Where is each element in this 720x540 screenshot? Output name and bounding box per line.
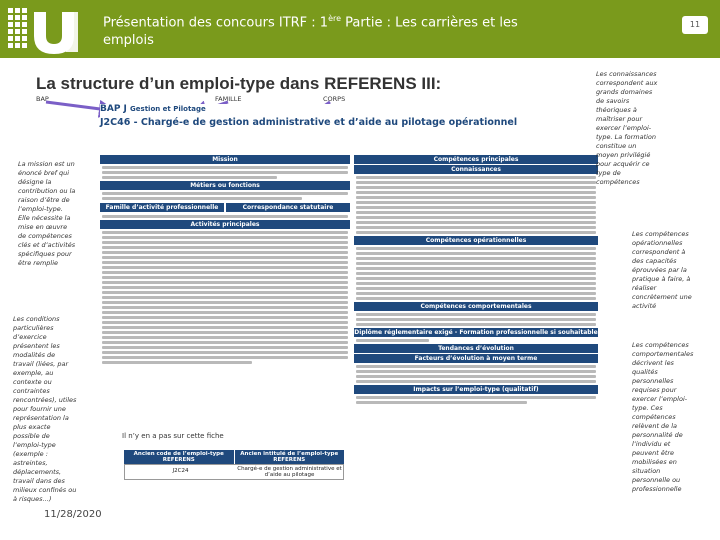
old-title-header: Ancien intitulé de l’emploi-type REFERENS [235,450,345,464]
section-diplome: Diplôme réglementaire exigé - Formation professionnelle si souhaitable [354,329,598,336]
right-column [354,154,598,406]
section-facteurs: Facteurs d’évolution à moyen terme [354,354,598,363]
section-competences-principales: Compétences principales [354,155,598,164]
doc-bap-label: Gestion et Pilotage [130,105,206,113]
old-code-header: Ancien code de l’emploi-type REFERENS [124,450,234,464]
annotation-connaissances: Les connaissances correspondent aux grands domaines de savoirs théoriques à maîtriser pour exercer l’emploi-type. La formation constitue un moyen privilégié pour acquérir ce type de compétences [596,70,658,186]
section-activites: Activités principales [100,220,350,229]
page-number: 11 [682,16,708,34]
left-column [100,154,350,366]
annotation-operationnelles: Les compétences opérationnelles correspondent à des capacités éprouvées par la pratique à faire, à réaliser concrètement une activité [632,230,692,310]
footer-date: 11/28/2020 [44,509,102,520]
slide-title: La structure d’un emploi-type dans REFERENS III: [36,74,442,93]
label-bap: BAP [36,95,49,103]
old-code-value: J2C24 [172,468,189,474]
doc-bap: BAP J [100,104,127,114]
label-famille: FAMILLE [215,95,242,103]
job-sheet [100,104,600,486]
no-condition-note: Il n’y en a pas sur cette fiche [122,432,224,440]
section-competences-operationnelles: Compétences opérationnelles [354,236,598,245]
section-famille: Famille d’activité professionnelle [100,203,224,212]
section-tendances: Tendances d’évolution [354,344,598,353]
old-title-value: Chargé-e de gestion administrative et d’aide au pilotage [237,466,342,478]
doc-code-title: J2C46 - Chargé-e de gestion administrative et d’aide au pilotage opérationnel [100,117,518,128]
annotation-conditions: Les conditions particulières d’exercice présentent les modalités de travail (liées, par exemple, au contexte ou contraintes rencontrées), utiles pour fournir une représentation la plus exacte possible de l’emploi-type (exemple : astreintes, déplacements, travail dans des milieux confinés ou à risques…) [13,315,77,503]
annotation-mission: La mission est un énoncé bref qui désigne la contribution ou la raison d’être de l’emploi-type. Elle nécessite la mise en œuvre de compétences clés et d’activités spécifiques pour être remplie [18,160,76,267]
section-correspondance: Correspondance statutaire [226,203,350,212]
section-competences-comportementales: Compétences comportementales [354,302,598,311]
header-title: Présentation des concours ITRF : 1ère Partie : Les carrières et les emplois [103,14,518,49]
section-connaissances: Connaissances [354,165,598,174]
section-impacts: Impacts sur l’emploi-type (qualitatif) [354,385,598,394]
section-mission: Mission [100,155,350,164]
annotation-comportementales: Les compétences comportementales décrivent les qualités personnelles requises pour exercer l’emploi-type. Ces compétences relèvent de la personnalité de l’individu et peuvent être mobilisées en situation personnelle ou professionnelle [632,341,694,493]
label-corps: CORPS [323,95,346,103]
old-code-table [124,450,344,480]
section-metiers: Métiers ou fonctions [100,181,350,190]
